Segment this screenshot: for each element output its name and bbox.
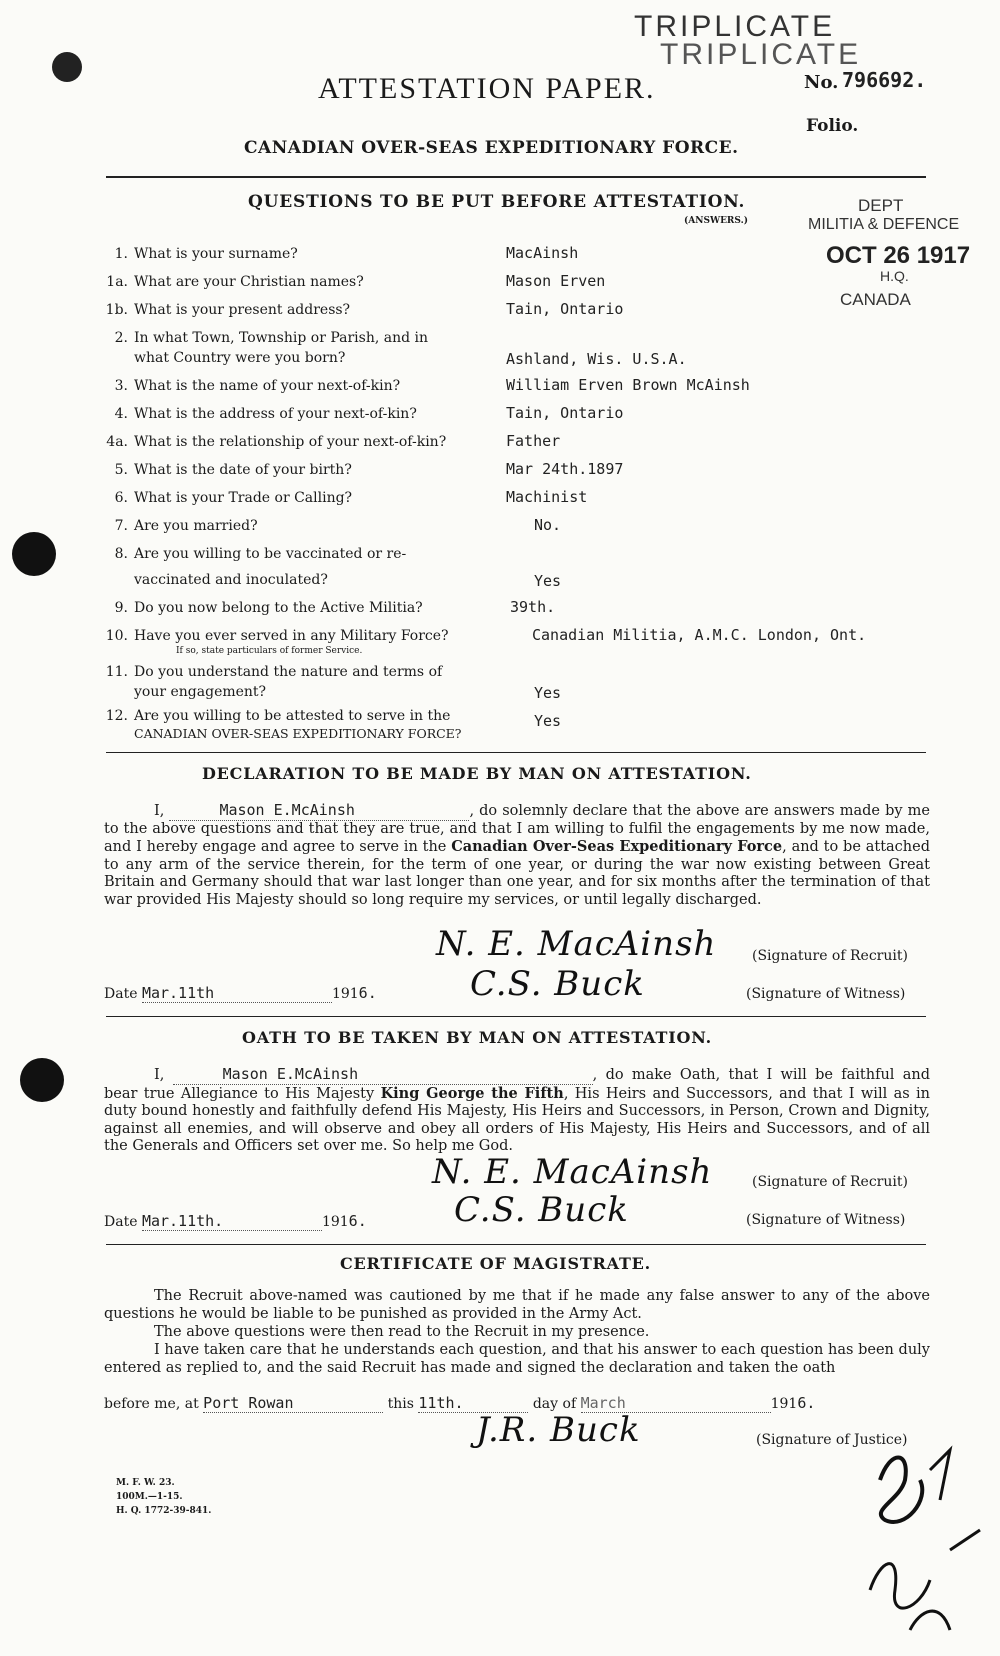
- answer-married: No.: [534, 516, 562, 534]
- question-row-cont: your engagement?: [134, 684, 267, 700]
- question-row: 3. What is the name of your next-of-kin?: [114, 378, 401, 394]
- question-row-cont: CANADIAN OVER-SEAS EXPEDITIONARY FORCE?: [134, 726, 462, 741]
- answer-birthplace: Ashland, Wis. U.S.A.: [506, 350, 687, 368]
- day-value: 11th.: [418, 1394, 528, 1413]
- certificate-paragraph-2: The above questions were then read to the Recruit in my presence.: [154, 1324, 650, 1340]
- regimental-number: 796692.: [842, 68, 927, 92]
- dept-stamp-line1: DEPT: [858, 196, 904, 215]
- answer-surname: MacAinsh: [506, 244, 579, 262]
- place-value: Port Rowan: [203, 1394, 383, 1413]
- question-row: 5. What is the date of your birth?: [114, 462, 352, 478]
- punch-hole-middle: [12, 532, 56, 576]
- answer-vaccinated: Yes: [534, 572, 562, 590]
- declaration-date-row: Date Mar.11th 1916.: [104, 984, 377, 1002]
- question-row: 6. What is your Trade or Calling?: [114, 490, 353, 506]
- witness-signature-declaration: C.S. Buck: [470, 964, 645, 1004]
- declaration-text: I, Mason E.McAinsh , do solemnly declare that the above are answers made by me to the above questions and that they are true, and that I am willing to fulfil the engagements by me now made, and I hereby engage and agree to serve in the Canadian Over-Seas Expeditionary Force, and to be attached to any arm of the service therein, for the term of one year, or during the war now existing between Great Britain and Germany should that war last longer than one year, and for six months after the termination of that war provided His Majesty should so long require my services, or until legally discharged.: [104, 801, 931, 908]
- certificate-paragraph-1: The Recruit above-named was cautioned by me that if he made any false answer to any of the above questions he would be liable to be punished as provided in the Army Act.: [104, 1288, 930, 1322]
- answer-willing: Yes: [534, 712, 562, 730]
- answers-label: (ANSWERS.): [684, 216, 748, 226]
- hq-reference: H. Q. 1772-39-841.: [116, 1506, 212, 1516]
- recruit-signature-declaration: N. E. MacAinsh: [436, 924, 717, 964]
- triplicate-stamp-overprint: TRIPLICATE: [660, 38, 862, 71]
- page-subtitle: CANADIAN OVER-SEAS EXPEDITIONARY FORCE.: [244, 138, 739, 158]
- certificate-place-row: before me, at Port Rowan this 11th. day of March 1916.: [104, 1394, 816, 1412]
- dept-stamp-line2: MILITIA & DEFENCE: [808, 216, 960, 233]
- form-code: M. F. W. 23.: [116, 1478, 175, 1488]
- answer-relationship: Father: [506, 432, 561, 450]
- marginal-handwriting: [850, 1440, 990, 1650]
- question-row: 4. What is the address of your next-of-kin?: [114, 406, 417, 422]
- oath-text: I, Mason E.McAinsh , do make Oath, that I will be faithful and bear true Allegiance to His Majesty King George the Fifth, His Heirs and Successors, and that I will as in duty bound honestly and faithfully defend His Majesty, His Heirs and Successors, in Person, Crown and Dignity, against all enemies, and will observe and obey all orders of His Majesty, His Heirs and Successors, and of all the Generals and Officers set over me. So help me God.: [104, 1065, 931, 1154]
- question-row-cont: what Country were you born?: [134, 350, 346, 366]
- punch-hole-top: [52, 52, 82, 82]
- punch-hole-lower: [20, 1058, 64, 1102]
- answer-kin-address: Tain, Ontario: [506, 404, 624, 422]
- triplicate-stamp: TRIPLICATE: [634, 10, 836, 43]
- certificate-heading: CERTIFICATE OF MAGISTRATE.: [340, 1254, 652, 1273]
- number-label: No.: [804, 72, 839, 93]
- divider: [106, 1244, 926, 1245]
- answer-active-militia: 39th.: [510, 598, 556, 616]
- question-row: 1b. What is your present address?: [105, 302, 351, 318]
- answer-understand: Yes: [534, 684, 562, 702]
- page-title: ATTESTATION PAPER.: [318, 72, 656, 105]
- question-row: 12. Are you willing to be attested to serve in the: [105, 708, 451, 724]
- question-row: 1a. What are your Christian names?: [106, 274, 364, 290]
- justice-signature: J.R. Buck: [476, 1410, 641, 1450]
- recruit-signature-label: (Signature of Recruit): [752, 948, 908, 964]
- divider: [106, 752, 926, 753]
- question-row: 9. Do you now belong to the Active Militia?: [114, 600, 423, 616]
- witness-signature-label: (Signature of Witness): [746, 986, 906, 1002]
- question-row: 1. What is your surname?: [114, 246, 298, 262]
- print-run: 100M.—1-15.: [116, 1492, 183, 1502]
- divider: [106, 1016, 926, 1017]
- witness-signature-label: (Signature of Witness): [746, 1212, 906, 1228]
- divider: [106, 176, 926, 178]
- question-row: 2. In what Town, Township or Parish, and in: [114, 330, 429, 346]
- question-note: If so, state particulars of former Service.: [176, 646, 363, 656]
- witness-signature-oath: C.S. Buck: [454, 1190, 629, 1230]
- recruit-signature-label: (Signature of Recruit): [752, 1174, 908, 1190]
- answer-trade: Machinist: [506, 488, 588, 506]
- question-row: 11. Do you understand the nature and terms of: [105, 664, 443, 680]
- oath-date-row: Date Mar.11th. 1916.: [104, 1212, 367, 1230]
- answer-next-of-kin: William Erven Brown McAinsh: [506, 376, 750, 394]
- oath-heading: OATH TO BE TAKEN BY MAN ON ATTESTATION.: [242, 1028, 713, 1047]
- dept-stamp-canada: CANADA: [840, 290, 911, 309]
- answer-military-service: Canadian Militia, A.M.C. London, Ont.: [532, 626, 867, 644]
- declarant-name: Mason E.McAinsh: [169, 802, 469, 821]
- folio-label: Folio.: [806, 116, 859, 136]
- dept-stamp-hq: H.Q.: [880, 268, 909, 284]
- month-value: March: [581, 1394, 771, 1413]
- answer-address: Tain, Ontario: [506, 300, 624, 318]
- question-row: 4a. What is the relationship of your next-of-kin?: [106, 434, 447, 450]
- oath-taker-name: Mason E.McAinsh: [173, 1066, 593, 1085]
- declaration-heading: DECLARATION TO BE MADE BY MAN ON ATTESTATION.: [202, 764, 752, 783]
- certificate-paragraph-3: I have taken care that he understands each question, and that his answer to each question has been duly entered as replied to, and the said Recruit has made and signed the declaration and taken the oath: [104, 1342, 930, 1376]
- recruit-signature-oath: N. E. MacAinsh: [432, 1152, 713, 1192]
- justice-signature-label: (Signature of Justice): [756, 1432, 908, 1448]
- answer-birth-date: Mar 24th.1897: [506, 460, 624, 478]
- dept-stamp-date: OCT 26 1917: [826, 242, 971, 269]
- answer-christian-names: Mason Erven: [506, 272, 606, 290]
- question-row: 8. Are you willing to be vaccinated or re-: [114, 546, 407, 562]
- question-row: 10. Have you ever served in any Military Force?: [105, 628, 449, 644]
- question-row: 7. Are you married?: [114, 518, 258, 534]
- questions-heading: QUESTIONS TO BE PUT BEFORE ATTESTATION.: [248, 192, 746, 212]
- question-row-cont: vaccinated and inoculated?: [134, 572, 328, 588]
